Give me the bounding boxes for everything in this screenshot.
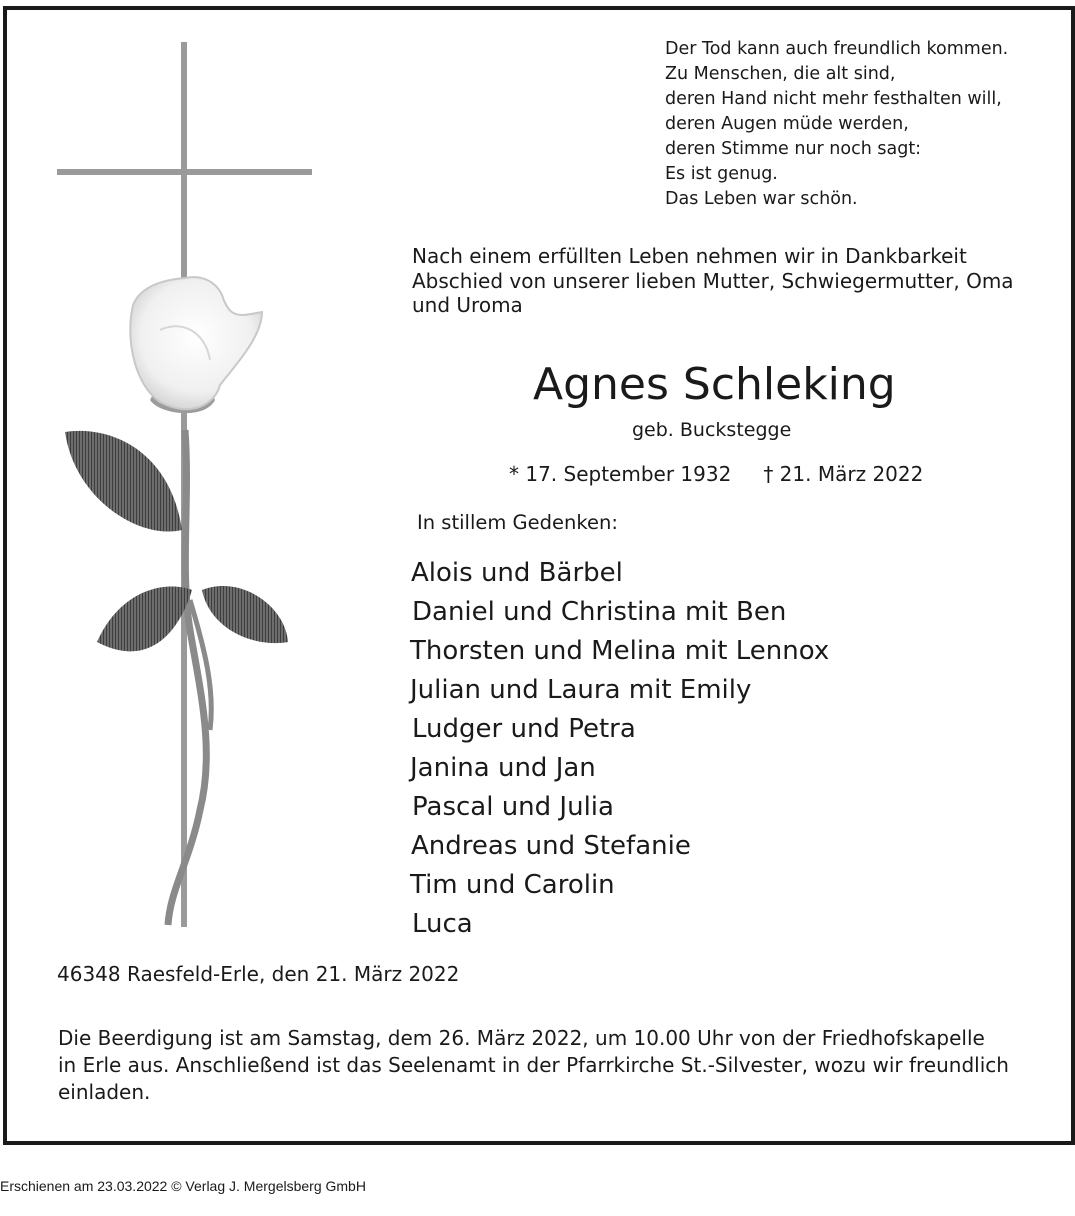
- leaf-upper: [65, 431, 182, 532]
- intro-line: Nach einem erfüllten Leben nehmen wir in Dankbarkeit: [412, 244, 967, 268]
- life-dates: [509, 462, 923, 486]
- deceased-name: Agnes Schleking: [533, 359, 896, 410]
- poem-line: Das Leben war schön.: [665, 189, 858, 209]
- leaf-right: [202, 586, 288, 643]
- poem-line: Der Tod kann auch freundlich kommen.: [665, 39, 1009, 59]
- mourner: Pascal und Julia: [412, 792, 614, 822]
- mourner: Daniel und Christina mit Ben: [412, 597, 787, 627]
- rose-icon: [130, 277, 262, 413]
- mourner: Julian und Laura mit Emily: [410, 675, 752, 705]
- mourner: Thorsten und Melina mit Lennox: [410, 636, 830, 666]
- mourner: Andreas und Stefanie: [411, 831, 691, 861]
- mourner: Ludger und Petra: [412, 714, 636, 744]
- leaf-left: [97, 587, 192, 652]
- funeral-line: in Erle aus. Anschließend ist das Seelenamt in der Pfarrkirche St.-Silvester, wozu wir freundlich: [58, 1053, 1009, 1077]
- maiden-name: geb. Buckstegge: [632, 419, 792, 441]
- gedenken-heading: In stillem Gedenken:: [417, 511, 618, 534]
- poem-line: deren Augen müde werden,: [665, 114, 909, 134]
- intro-line: und Uroma: [412, 293, 523, 317]
- mourner: Luca: [412, 909, 473, 939]
- poem: [665, 37, 1008, 212]
- intro-line: Abschied von unserer lieben Mutter, Schwiegermutter, Oma: [412, 268, 1014, 293]
- intro-text: [412, 244, 1014, 318]
- mourner: Alois und Bärbel: [411, 558, 623, 588]
- poem-line: Es ist genug.: [665, 164, 778, 184]
- mourners-list: [410, 554, 829, 944]
- poem-line: Zu Menschen, die alt sind,: [665, 64, 896, 84]
- funeral-notice: [58, 1025, 1018, 1106]
- publication-credit: Erschienen am 23.03.2022 © Verlag J. Mergelsberg GmbH: [0, 1178, 366, 1194]
- mourner: Tim und Carolin: [410, 870, 615, 900]
- death-date: † 21. März 2022: [763, 462, 924, 486]
- poem-line: deren Hand nicht mehr festhalten will,: [665, 89, 1002, 109]
- funeral-line: Die Beerdigung ist am Samstag, dem 26. März 2022, um 10.00 Uhr von der Friedhofskapelle: [58, 1026, 985, 1050]
- mourner: Janina und Jan: [410, 753, 596, 783]
- funeral-line: einladen.: [58, 1080, 151, 1104]
- place-date: 46348 Raesfeld-Erle, den 21. März 2022: [57, 962, 460, 986]
- cross-rose-illustration: [40, 30, 330, 930]
- birth-date: * 17. September 1932: [509, 462, 732, 486]
- poem-line: deren Stimme nur noch sagt:: [665, 139, 922, 159]
